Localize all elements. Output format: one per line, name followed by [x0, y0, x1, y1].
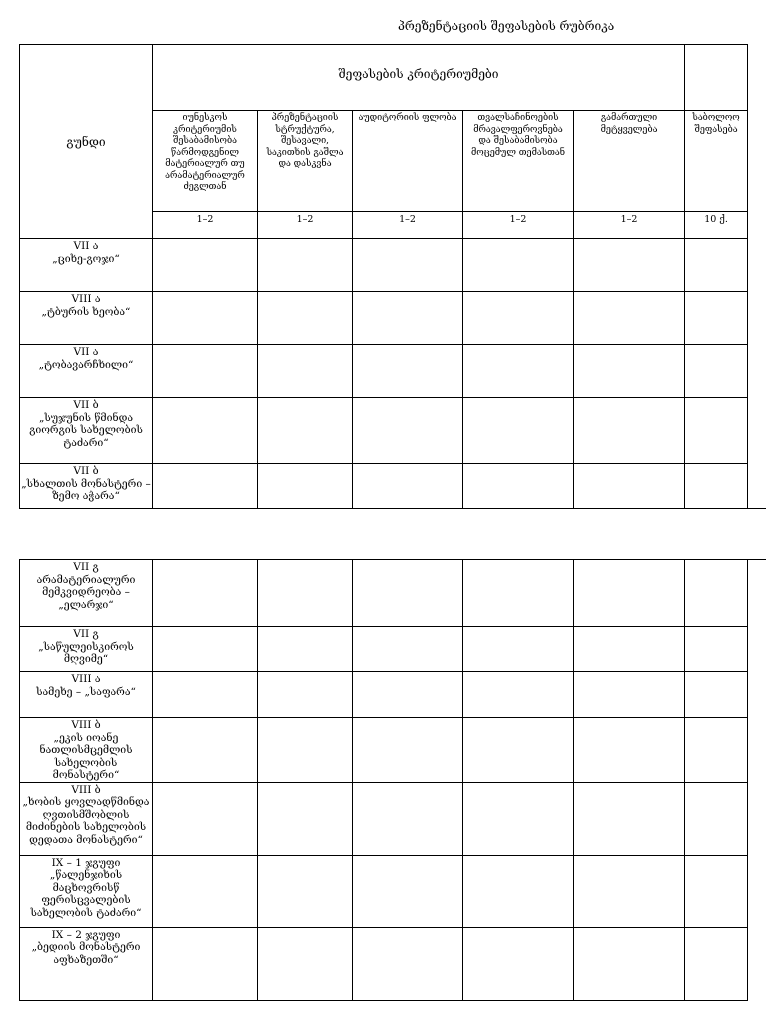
- table-row: [20, 627, 748, 672]
- score-cell[interactable]: [353, 855, 463, 927]
- group-name-line: დედათა მონასტერი“: [29, 833, 143, 846]
- score-cell[interactable]: [574, 398, 685, 464]
- group-name-line: „ტობავარჩხილი“: [38, 358, 134, 371]
- table-row: [20, 345, 748, 398]
- group-name-line: „ხობის ყოვლადწმინდა: [22, 796, 150, 808]
- score-cell[interactable]: [574, 672, 685, 718]
- score-cell[interactable]: [463, 927, 574, 1000]
- group-name-line: ღვთისმშობლის: [42, 808, 130, 821]
- group-name-line: „სუჯუნის წმინდა: [38, 411, 134, 424]
- score-cell[interactable]: [353, 782, 463, 855]
- group-name-line: „ელარჯი“: [58, 598, 114, 611]
- score-cell[interactable]: [258, 672, 353, 718]
- score-cell[interactable]: [353, 672, 463, 718]
- score-cell[interactable]: [258, 398, 353, 464]
- score-cell[interactable]: [574, 627, 685, 672]
- group-name-cell: [20, 782, 153, 855]
- group-name-line: „ციხე-გოჯი“: [52, 252, 120, 265]
- header-empty-cell: [685, 45, 748, 111]
- score-cell[interactable]: [685, 292, 748, 345]
- group-name-cell: [20, 672, 153, 718]
- page-title: პრეზენტაციის შეფასების რუბრიკა: [398, 19, 615, 33]
- score-cell[interactable]: [153, 239, 258, 292]
- score-cell[interactable]: [463, 855, 574, 927]
- score-cell[interactable]: [574, 560, 685, 627]
- group-name-cell: [20, 398, 153, 464]
- score-cell[interactable]: [685, 855, 748, 927]
- score-cell[interactable]: [258, 782, 353, 855]
- table-row: [20, 927, 748, 1000]
- score-cell[interactable]: [463, 627, 574, 672]
- score-cell[interactable]: [463, 398, 574, 464]
- table-row: [20, 398, 748, 464]
- score-cell[interactable]: [463, 560, 574, 627]
- group-name-cell: [20, 718, 153, 783]
- group-name-line: ზემო აჭარა“: [52, 490, 120, 502]
- score-cell[interactable]: [153, 927, 258, 1000]
- score-cell[interactable]: [463, 345, 574, 398]
- score-cell[interactable]: [153, 464, 258, 509]
- table-row: [20, 718, 748, 783]
- group-name-line: VII ბ: [73, 399, 99, 411]
- group-name-line: VII ა: [73, 346, 99, 358]
- score-cell[interactable]: [574, 345, 685, 398]
- group-name-cell: [20, 560, 153, 627]
- criteria-heading: შეფასების კრიტერიუმები: [153, 45, 685, 111]
- group-name-line: VIII ბ: [71, 783, 101, 796]
- group-name-line: ნათლისმცემლის: [39, 744, 133, 756]
- group-name-line: ფერისცვალების: [41, 894, 131, 906]
- score-cell[interactable]: [685, 239, 748, 292]
- group-name-cell: [20, 927, 153, 1000]
- table-row: [20, 782, 748, 855]
- group-name-line: VII გ: [73, 628, 99, 640]
- score-cell[interactable]: [463, 292, 574, 345]
- group-name-cell: [20, 627, 153, 672]
- score-cell[interactable]: [685, 927, 748, 1000]
- criterion-1: იუნესკოს კრიტერიუმის შესაბამისობა წარმოდგენილ მატერიალურ თუ არამატერიალურ ძეგლთან: [153, 111, 258, 212]
- score-range-5: 1–2: [574, 212, 685, 239]
- group-name-line: VIII ბ: [71, 719, 101, 731]
- group-name-line: VIII ა: [71, 293, 101, 305]
- criterion-final: საბოლოო შეფასება: [685, 111, 748, 212]
- score-cell[interactable]: [685, 560, 748, 627]
- score-cell[interactable]: [463, 464, 574, 509]
- group-name-line: „ეკის იოანე: [53, 731, 119, 744]
- table-row: [20, 672, 748, 718]
- group-name-line: გიორგის სახელობის: [29, 424, 143, 436]
- criterion-2: პრეზენტაციის სტრუქტურა, შესავალი, საკითხის გაშლა და დასკვნა: [258, 111, 353, 212]
- score-cell[interactable]: [258, 927, 353, 1000]
- table-rule-extension: [747, 559, 766, 560]
- group-name-line: „ტბურის ხეობა“: [41, 305, 131, 318]
- score-cell[interactable]: [153, 855, 258, 927]
- criterion-3: აუდიტორიის ფლობა: [353, 111, 463, 212]
- score-cell[interactable]: [353, 398, 463, 464]
- score-range-3: 1–2: [353, 212, 463, 239]
- group-name-cell: [20, 855, 153, 927]
- score-cell[interactable]: [258, 855, 353, 927]
- criterion-5: გამართული მეტყველება: [574, 111, 685, 212]
- score-cell[interactable]: [153, 672, 258, 718]
- group-name-line: IX – 2 ჯგუფი: [51, 928, 121, 941]
- score-cell[interactable]: [685, 718, 748, 783]
- group-name-line: „საწულეისკიროს: [38, 640, 134, 653]
- score-cell[interactable]: [353, 345, 463, 398]
- score-cell[interactable]: [353, 292, 463, 345]
- score-cell[interactable]: [685, 672, 748, 718]
- group-name-line: ტაძარი“: [63, 436, 109, 449]
- group-name-line: VII გ: [73, 561, 99, 573]
- score-range-4: 1–2: [463, 212, 574, 239]
- group-name-line: სამეხე – „საფარა“: [36, 685, 136, 698]
- table-row: [20, 560, 748, 627]
- group-name-line: მემკვიდრეობა –: [42, 586, 130, 598]
- score-cell[interactable]: [153, 560, 258, 627]
- group-name-line: VIII ა: [71, 673, 101, 685]
- score-cell[interactable]: [574, 718, 685, 783]
- table-rule-extension: [747, 508, 766, 509]
- score-cell[interactable]: [353, 927, 463, 1000]
- score-cell[interactable]: [153, 718, 258, 783]
- score-cell[interactable]: [353, 718, 463, 783]
- group-name-cell: [20, 292, 153, 345]
- score-cell[interactable]: [463, 782, 574, 855]
- score-cell[interactable]: [685, 345, 748, 398]
- group-name-line: სახელობის ტაძარი“: [30, 906, 142, 919]
- table-row: [20, 239, 748, 292]
- score-cell[interactable]: [574, 855, 685, 927]
- score-cell[interactable]: [258, 239, 353, 292]
- group-name-line: VII ბ: [73, 465, 99, 477]
- score-total: 10 ქ.: [685, 212, 748, 239]
- group-name-line: „წალენჯიხის: [49, 869, 123, 881]
- score-cell[interactable]: [685, 398, 748, 464]
- group-name-cell: [20, 464, 153, 509]
- score-cell[interactable]: [685, 464, 748, 509]
- score-cell[interactable]: [353, 239, 463, 292]
- table-row: [20, 464, 748, 509]
- score-cell[interactable]: [685, 627, 748, 672]
- group-name-line: IX – 1 ჯგუფი: [51, 856, 121, 869]
- group-name-line: აფხაზეთში“: [53, 953, 119, 966]
- table-row: [20, 292, 748, 345]
- score-cell[interactable]: [258, 345, 353, 398]
- group-column-header: გუნდი: [20, 45, 153, 239]
- group-name-line: VII ა: [73, 240, 99, 252]
- score-cell[interactable]: [574, 464, 685, 509]
- score-cell[interactable]: [353, 627, 463, 672]
- group-name-line: სახელობის მონასტერი“: [52, 756, 120, 781]
- score-cell[interactable]: [258, 627, 353, 672]
- group-name-line: მიძინების სახელობის: [25, 821, 147, 833]
- score-cell[interactable]: [353, 560, 463, 627]
- score-cell[interactable]: [574, 927, 685, 1000]
- score-cell[interactable]: [153, 345, 258, 398]
- score-cell[interactable]: [463, 239, 574, 292]
- group-name-line: არამატერიალური: [36, 573, 136, 586]
- score-cell[interactable]: [153, 292, 258, 345]
- group-name-cell: [20, 239, 153, 292]
- table-row: [20, 855, 748, 927]
- score-cell[interactable]: [463, 672, 574, 718]
- score-cell[interactable]: [258, 560, 353, 627]
- group-name-line: „სხალთის მონასტერი –: [21, 477, 151, 490]
- rubric-table-1: [19, 44, 748, 509]
- score-cell[interactable]: [463, 718, 574, 783]
- score-cell[interactable]: [153, 627, 258, 672]
- group-name-line: მღვიმე“: [63, 653, 109, 665]
- score-range-2: 1–2: [258, 212, 353, 239]
- rubric-table-2: [19, 559, 748, 1001]
- group-name-cell: [20, 345, 153, 398]
- score-cell[interactable]: [353, 464, 463, 509]
- score-cell[interactable]: [153, 782, 258, 855]
- score-cell[interactable]: [574, 782, 685, 855]
- group-name-line: მაცხოვრისწ: [52, 881, 120, 894]
- score-cell[interactable]: [258, 718, 353, 783]
- criterion-4: თვალსაჩინოების მრავალფეროვნება და შესაბამისობა მოცემულ თემასთან: [463, 111, 574, 212]
- score-cell[interactable]: [574, 239, 685, 292]
- score-cell[interactable]: [258, 292, 353, 345]
- score-cell[interactable]: [153, 398, 258, 464]
- group-name-line: „ბედიის მონასტერი: [31, 941, 141, 953]
- score-cell[interactable]: [685, 782, 748, 855]
- score-cell[interactable]: [574, 292, 685, 345]
- score-range-1: 1–2: [153, 212, 258, 239]
- score-cell[interactable]: [258, 464, 353, 509]
